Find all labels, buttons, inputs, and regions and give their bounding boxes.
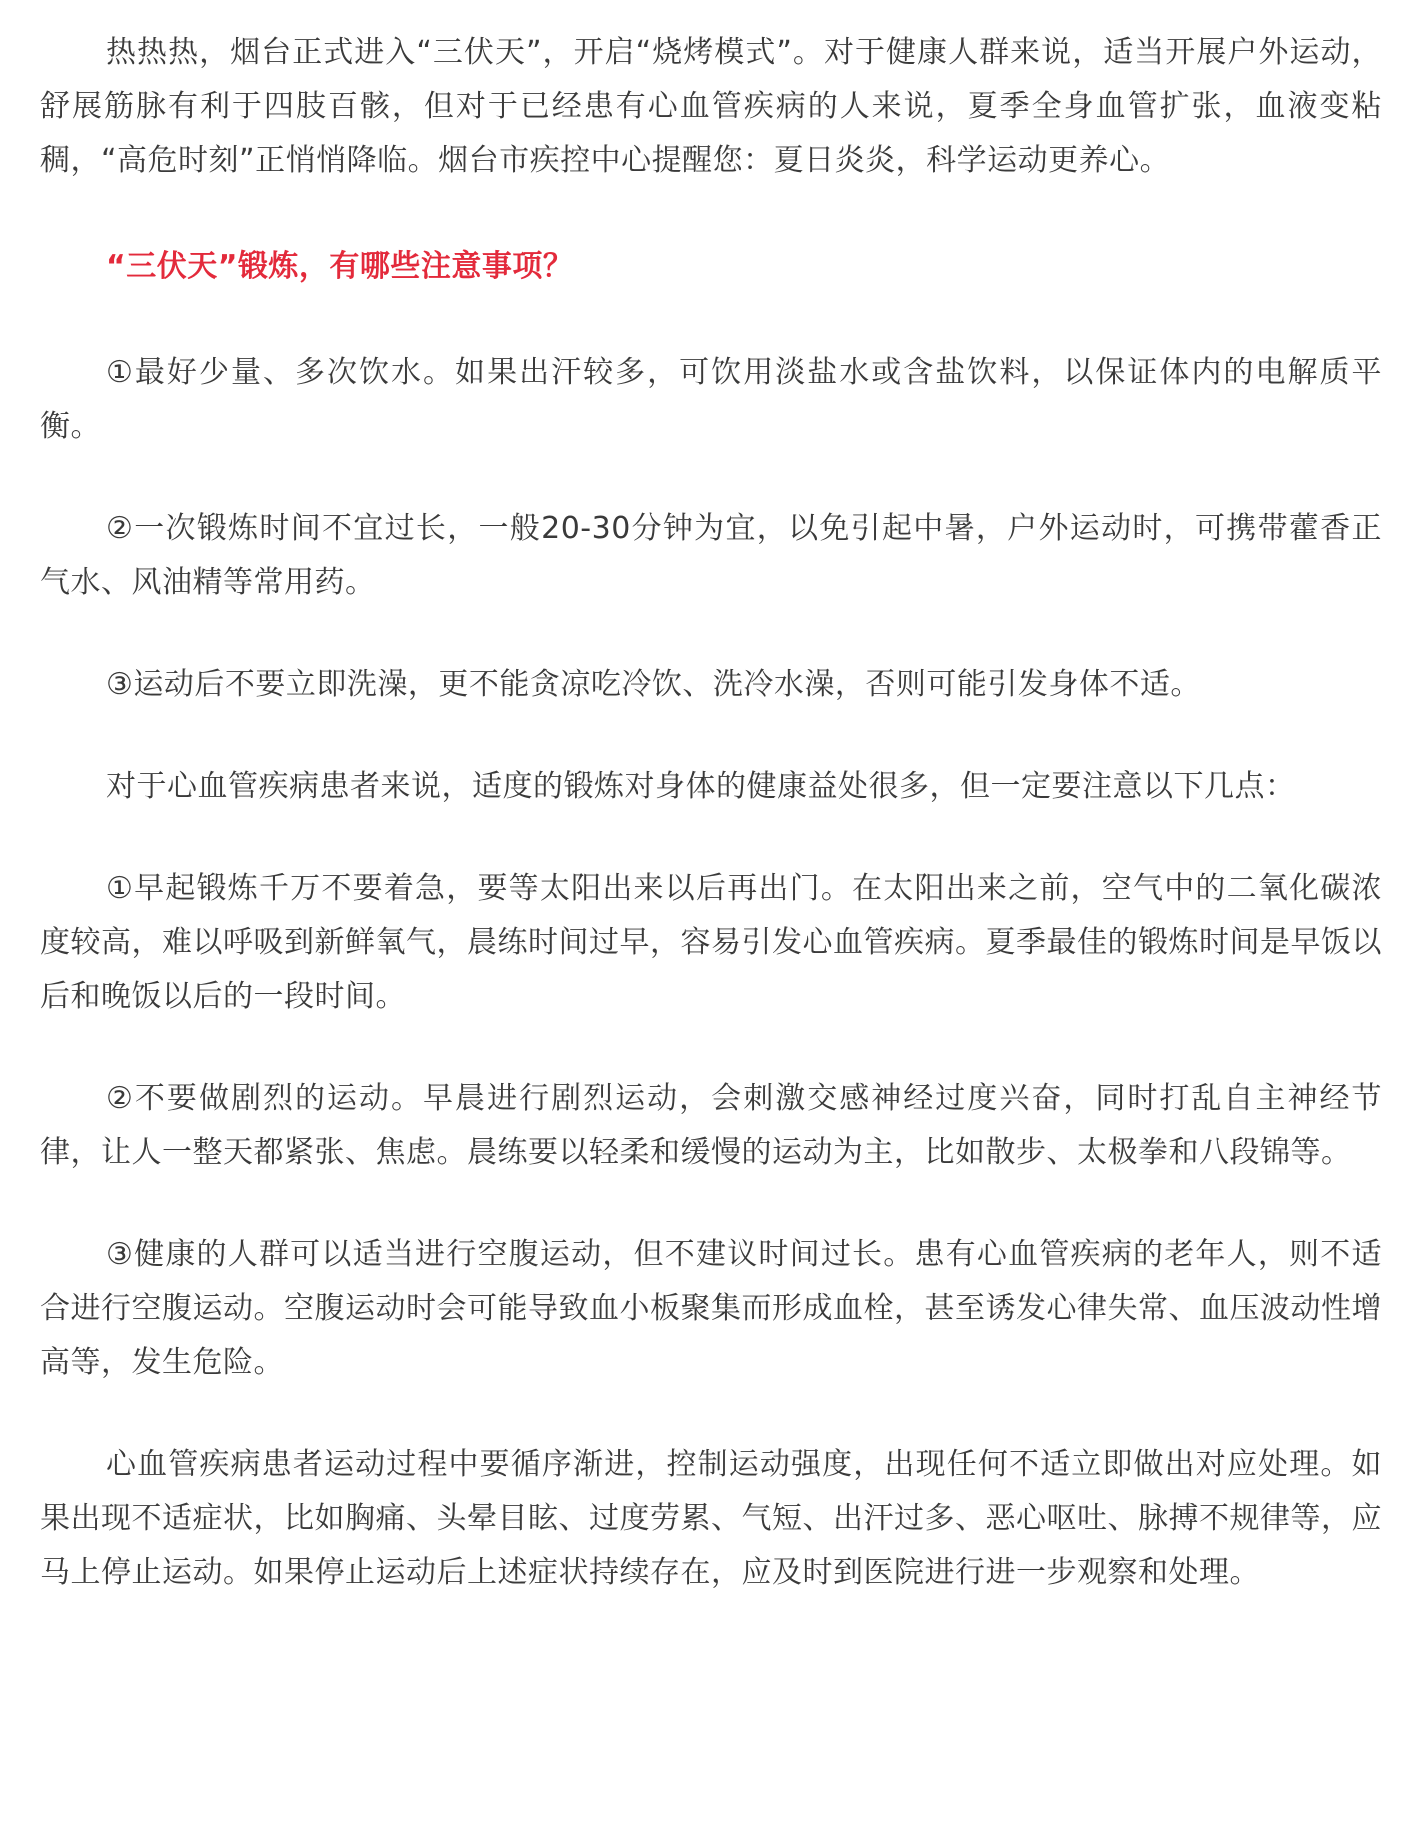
intro-paragraph: 热热热，烟台正式进入“三伏天”，开启“烧烤模式”。对于健康人群来说，适当开展户外运动，舒展筋脉有利于四肢百骸，但对于已经患有心血管疾病的人来说，夏季全身血管扩张，血液变粘稠，“高危时刻”正悄悄降临。烟台市疾控中心提醒您：夏日炎炎，科学运动更养心。 [40, 35, 1382, 178]
cardio-tip-paragraph: ②不要做剧烈的运动。早晨进行剧烈运动，会刺激交感神经过度兴奋，同时打乱自主神经节律，让人一整天都紧张、焦虑。晨练要以轻柔和缓慢的运动为主，比如散步、太极拳和八段锦等。 [40, 1081, 1382, 1170]
cardio-tip-paragraph: ③健康的人群可以适当进行空腹运动，但不建议时间过长。患有心血管疾病的老年人，则不适合进行空腹运动。空腹运动时会可能导致血小板聚集而形成血栓，甚至诱发心律失常、血压波动性增高等，发生危险。 [40, 1237, 1382, 1380]
closing-paragraph: 心血管疾病患者运动过程中要循序渐进，控制运动强度，出现任何不适立即做出对应处理。如果出现不适症状，比如胸痛、头晕目眩、过度劳累、气短、出汗过多、恶心呕吐、脉搏不规律等，应马上停止运动。如果停止运动后上述症状持续存在，应及时到医院进行进一步观察和处理。 [40, 1447, 1382, 1590]
cardio-tip-paragraph: ①早起锻炼千万不要着急，要等太阳出来以后再出门。在太阳出来之前，空气中的二氧化碳浓度较高，难以呼吸到新鲜氧气，晨练时间过早，容易引发心血管疾病。夏季最佳的锻炼时间是早饭以后和晚饭以后的一段时间。 [40, 871, 1382, 1014]
tip-paragraph: ②一次锻炼时间不宜过长，一般20-30分钟为宜，以免引起中暑，户外运动时，可携带藿香正气水、风油精等常用药。 [40, 511, 1382, 600]
section-heading: “三伏天”锻炼，有哪些注意事项？ [106, 249, 574, 284]
article-body [40, 26, 1382, 1600]
tip-paragraph: ③运动后不要立即洗澡，更不能贪凉吃冷饮、洗冷水澡，否则可能引发身体不适。 [106, 667, 1201, 702]
tip-paragraph: ①最好少量、多次饮水。如果出汗较多，可饮用淡盐水或含盐饮料，以保证体内的电解质平衡。 [40, 355, 1382, 444]
cardio-intro-paragraph: 对于心血管疾病患者来说，适度的锻炼对身体的健康益处很多，但一定要注意以下几点： [106, 769, 1296, 804]
